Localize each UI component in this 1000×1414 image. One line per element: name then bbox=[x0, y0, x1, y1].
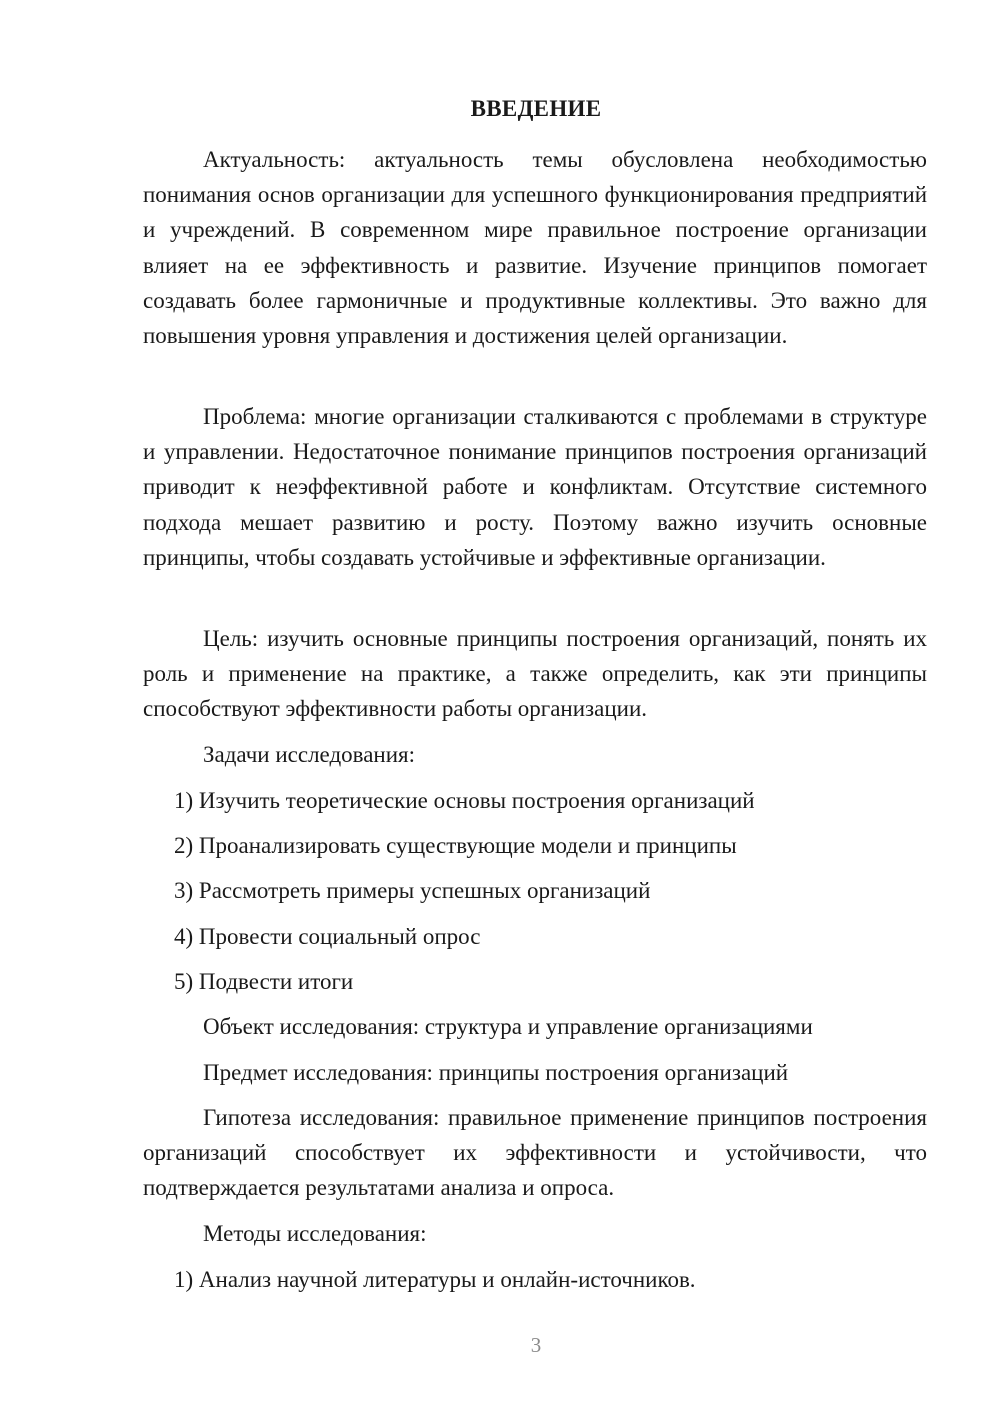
tasks-heading: Задачи исследования: bbox=[203, 742, 416, 767]
research-object: Объект исследования: структура и управление организациями bbox=[203, 1014, 813, 1039]
relevance-paragraph: Актуальность: актуальность темы обусловлена необходимостью понимания основ организации для успешного функционирования предприятий и учреждений. В современном мире правильное построение организации влияет на ее эффективность и развитие. Изучение принципов помогает создавать более гармоничные и продуктивные коллективы. Это важно для повышения уровня управления и достижения целей организации. bbox=[143, 147, 927, 349]
task-item: 4) Провести социальный опрос bbox=[174, 924, 481, 949]
goal-paragraph: Цель: изучить основные принципы построения организаций, понять их роль и применение на практике, а также определить, как эти принципы способствуют эффективности работы организации. bbox=[143, 626, 927, 722]
method-item: 1) Анализ научной литературы и онлайн-источников. bbox=[174, 1267, 696, 1292]
problem-paragraph: Проблема: многие организации сталкиваются с проблемами в структуре и управлении. Недостаточное понимание принципов построения организаций приводит к неэффективной работе и конфликтам. Отсутствие системного подхода мешает развитию и росту. Поэтому важно изучить основные принципы, чтобы создавать устойчивые и эффективные организации. bbox=[143, 404, 927, 570]
page-number: 3 bbox=[530, 1333, 542, 1357]
task-item: 2) Проанализировать существующие модели и принципы bbox=[174, 833, 737, 858]
page-title: ВВЕДЕНИЕ bbox=[470, 96, 602, 121]
hypothesis-paragraph: Гипотеза исследования: правильное применение принципов построения организаций способствует их эффективности и устойчивости, что подтверждается результатами анализа и опроса. bbox=[143, 1105, 927, 1201]
task-item: 5) Подвести итоги bbox=[174, 969, 354, 994]
research-subject: Предмет исследования: принципы построения организаций bbox=[203, 1060, 789, 1085]
methods-heading: Методы исследования: bbox=[203, 1221, 427, 1246]
task-item: 1) Изучить теоретические основы построения организаций bbox=[174, 788, 755, 813]
task-item: 3) Рассмотреть примеры успешных организаций bbox=[174, 878, 651, 903]
